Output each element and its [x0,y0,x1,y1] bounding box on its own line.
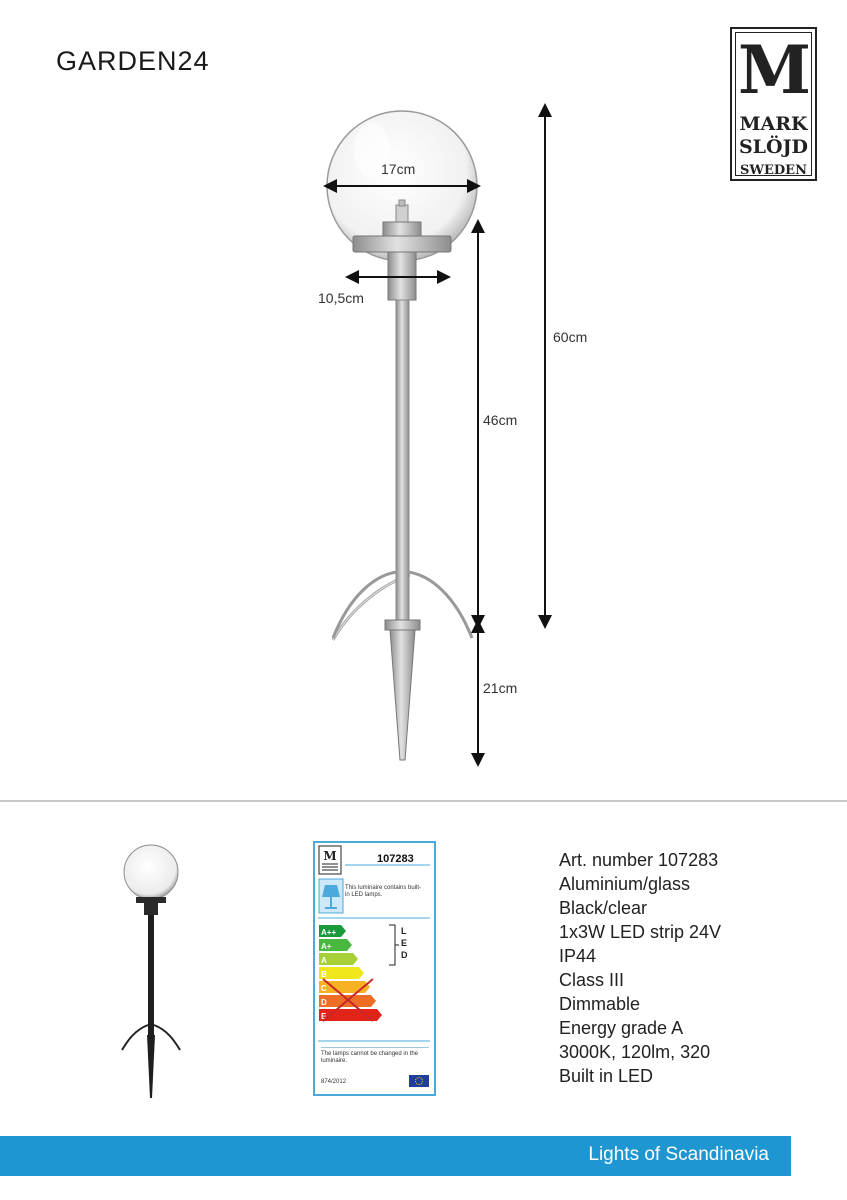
energy-bars [319,925,382,1021]
svg-text:M: M [323,849,337,863]
lamp-pole [396,300,409,620]
spec-list [559,848,721,1088]
spec-light-source: 1x3W LED strip 24V [559,922,722,942]
led-letter: E [401,938,408,948]
svg-text:A: A [321,956,327,965]
spike-length-label: 21cm [483,680,518,696]
pole-height-label: 46cm [483,412,518,428]
footer-bar [0,1136,791,1176]
logo-line-sweden: SWEDEN [740,163,807,178]
logo-line-mark: MARK [739,113,808,135]
led-letter: D [401,950,408,960]
page-title: GARDEN24 [56,46,210,76]
svg-text:E: E [321,1012,327,1021]
spec-ip-rating: IP44 [559,946,597,966]
svg-text:A++: A++ [321,928,337,937]
logo-letter: M [737,31,810,109]
energy-label [313,841,436,1096]
spec-protection-class: Class III [559,970,625,990]
spec-article-number: Art. number 107283 [559,850,719,870]
led-letter: L [401,926,407,936]
product-thumbnail [110,840,200,1105]
energy-label-led [401,925,408,961]
spec-dimmable: Dimmable [559,994,641,1014]
logo-line-slojd: SLÖJD [738,136,809,158]
section-divider [0,800,847,802]
svg-text:D: D [321,998,327,1007]
total-height-label: 60cm [553,329,588,345]
footer-tagline: Lights of Scandinavia [588,1144,769,1165]
globe-width-label: 17cm [381,161,416,177]
spec-light-output: 3000K, 120lm, 320 [559,1042,711,1062]
ground-spike [385,620,420,760]
energy-label-regulation: 874/2012 [321,1079,347,1085]
energy-label-article-number: 107283 [377,853,414,865]
spec-material: Aluminium/glass [559,874,691,894]
svg-text:B: B [321,970,327,979]
svg-text:A+: A+ [321,942,332,951]
energy-label-bottom-note: The lamps cannot be changed in the luminaire. [321,1047,429,1065]
spec-energy-grade: Energy grade A [559,1018,684,1038]
spec-color: Black/clear [559,898,648,918]
base-width-label: 10,5cm [318,290,364,306]
energy-label-note: This luminaire contains built-in LED lamps. [345,885,422,898]
spec-built-in-led: Built in LED [559,1066,654,1086]
svg-text:C: C [321,984,327,993]
